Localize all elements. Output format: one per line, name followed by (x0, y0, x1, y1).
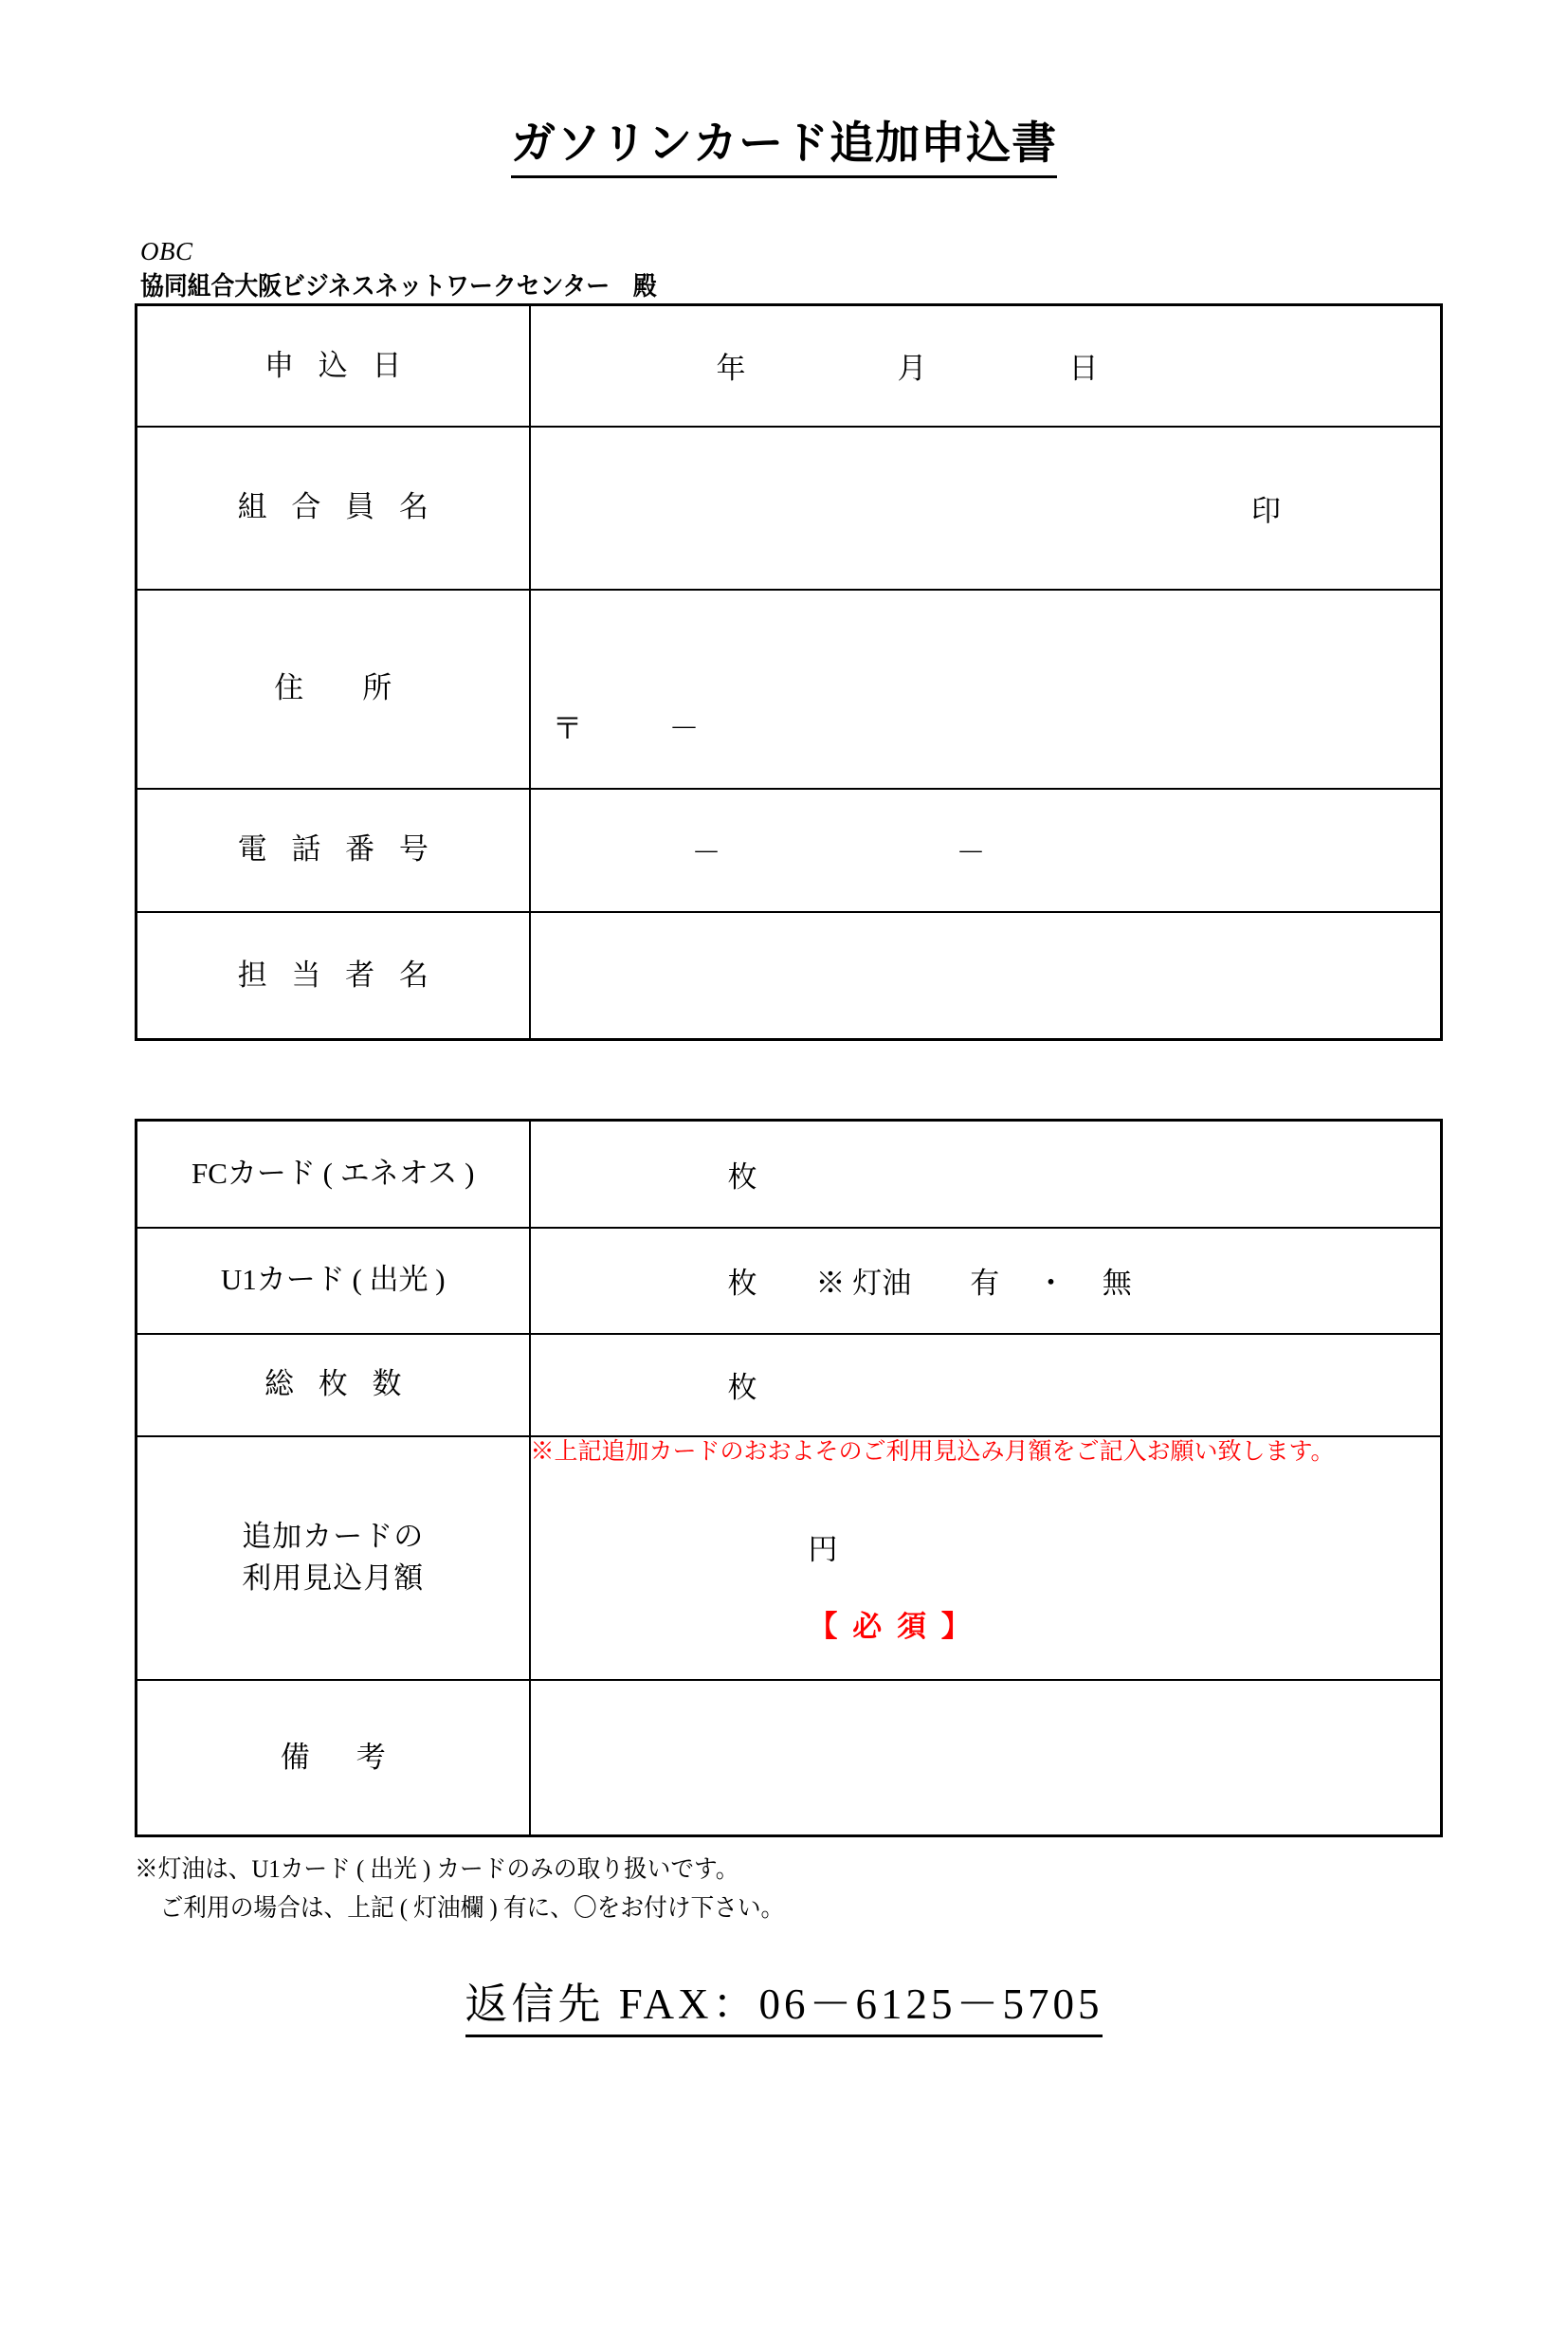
member-name-label: 組 合 員 名 (237, 490, 437, 524)
required-badge: 【 必 須 】 (808, 1609, 975, 1643)
document-page (0, 119, 1568, 2336)
phone-value-cell[interactable] (530, 789, 1442, 912)
u1-card-count-and-kerosene-option[interactable]: 枚 ※ 灯油 有 ・ 無 (727, 1267, 1132, 1300)
estimated-amount-red-note: ※上記追加カードのおおよそのご利用見込み月額をご記入お願い致します。 (530, 1438, 1335, 1465)
estimated-amount-label-cell (137, 1436, 530, 1680)
estimated-amount-label-line1: 追加カードの (242, 1520, 425, 1554)
address-label: 住 所 (274, 671, 392, 705)
remarks-label: 備 考 (280, 1740, 394, 1774)
table-row (137, 912, 1442, 1040)
estimated-amount-value-cell[interactable] (530, 1436, 1442, 1680)
table-row (137, 1121, 1442, 1228)
total-count-label-cell (137, 1334, 530, 1436)
addressee-organization: 協同組合大阪ビジネスネットワークセンター 殿 (140, 271, 657, 301)
addressee-block (140, 237, 1568, 303)
contact-person-value-cell[interactable] (530, 912, 1442, 1040)
estimated-amount-label (137, 1516, 529, 1599)
phone-label: 電 話 番 号 (237, 832, 437, 867)
month-unit-label: 月 (897, 352, 927, 386)
table-row (137, 1228, 1442, 1334)
fc-card-value-cell[interactable] (530, 1121, 1442, 1228)
application-date-fields (531, 344, 1441, 387)
footer-notes (135, 1851, 1496, 1927)
address-label-cell (137, 590, 530, 789)
table-row (137, 590, 1442, 789)
table-spacer (0, 1041, 1568, 1119)
applicant-info-table (135, 303, 1443, 1041)
total-count-value-cell[interactable] (530, 1334, 1442, 1436)
year-unit-label: 年 (716, 352, 746, 386)
member-name-label-cell (137, 427, 530, 590)
u1-card-label-cell (137, 1228, 530, 1334)
yen-unit-label: 円 (808, 1532, 838, 1566)
application-date-label: 申 込 日 (264, 348, 410, 382)
table-row (137, 1436, 1442, 1680)
total-count-input[interactable]: 枚 (727, 1371, 757, 1404)
u1-card-label: U1カード ( 出光 ) (220, 1263, 446, 1297)
table-row (137, 1680, 1442, 1836)
application-date-value-cell[interactable] (530, 305, 1442, 427)
remarks-label-cell (137, 1680, 530, 1836)
fc-card-label: FCカード ( エネオス ) (191, 1157, 475, 1191)
estimated-amount-input-row[interactable] (531, 1491, 1441, 1679)
estimated-amount-label-line2: 利用見込月額 (242, 1561, 425, 1596)
postal-code-icon: 〒 (552, 710, 583, 745)
member-name-value-cell[interactable] (530, 427, 1442, 590)
return-fax-number: 返信先 FAX：06－6125－5705 (465, 1969, 1103, 2037)
contact-person-label: 担 当 者 名 (237, 958, 437, 992)
fc-card-label-cell (137, 1121, 530, 1228)
fax-container (0, 1969, 1568, 2037)
seal-mark-label: 印 (1251, 494, 1281, 527)
table-row (137, 305, 1442, 427)
contact-person-label-cell (137, 912, 530, 1040)
u1-card-value-cell[interactable] (530, 1228, 1442, 1334)
phone-input-area[interactable]: － － (691, 836, 986, 869)
phone-label-cell (137, 789, 530, 912)
table-row (137, 789, 1442, 912)
footer-note-line-2: ご利用の場合は、上記 ( 灯油欄 ) 有に、〇をお付け下さい。 (159, 1893, 785, 1922)
table-row (137, 1334, 1442, 1436)
application-date-label-cell (137, 305, 530, 427)
addressee-company-code: OBC (140, 237, 193, 266)
address-value-cell[interactable] (530, 590, 1442, 789)
footer-note-line-1: ※灯油は、U1カード ( 出光 ) カードのみの取り扱いです。 (135, 1855, 739, 1884)
total-count-label: 総 枚 数 (264, 1367, 410, 1401)
day-unit-label: 日 (1068, 352, 1099, 386)
table-row (137, 427, 1442, 590)
postal-code-dash: － (668, 710, 700, 745)
page-title: ガソリンカード追加申込書 (511, 119, 1057, 178)
page-title-container (0, 119, 1568, 178)
card-request-table (135, 1119, 1443, 1837)
remarks-value-cell[interactable] (530, 1680, 1442, 1836)
fc-card-count-input[interactable]: 枚 (727, 1159, 757, 1194)
